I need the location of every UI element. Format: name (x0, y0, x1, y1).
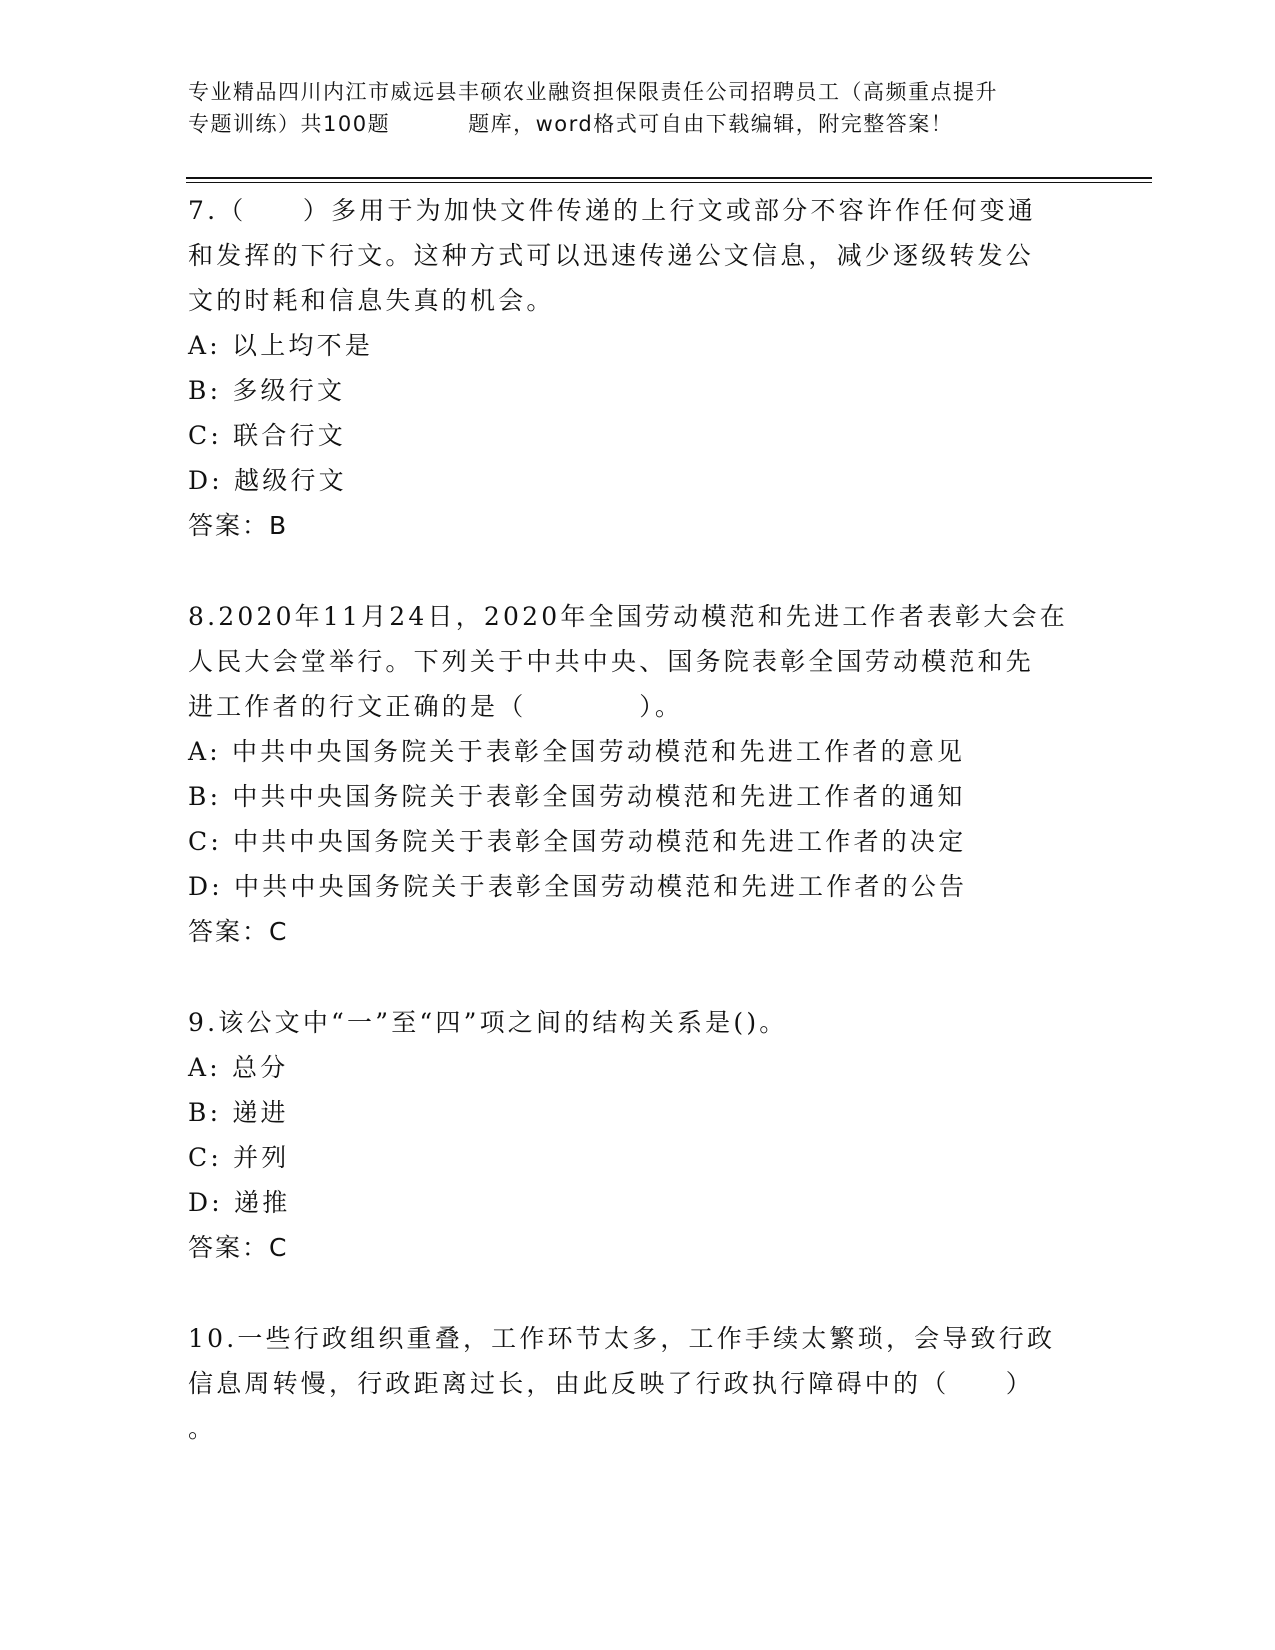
header-title-line-1: 专业精品四川内江市威远县丰硕农业融资担保限责任公司招聘员工（高频重点提升 (188, 80, 998, 104)
question-text-line: 进工作者的行文正确的是（ ）。 (188, 692, 684, 721)
header-title-part-1: 专题训练）共100题 (188, 112, 391, 136)
header-divider-thin (186, 182, 1152, 183)
question-text-line: 7.（ ）多用于为加快文件传递的上行文或部分不容许作任何变通 (188, 196, 1037, 225)
answer-label: 答案：C (188, 1233, 289, 1262)
header-title-line-2 (188, 108, 1088, 140)
option-b: B: 多级行文 (188, 376, 346, 405)
question-text-line: 人民大会堂举行。下列关于中共中央、国务院表彰全国劳动模范和先 (188, 647, 1035, 676)
question-text-line: 10.一些行政组织重叠，工作环节太多，工作手续太繁琐，会导致行政 (188, 1324, 1056, 1353)
option-b: B: 中共中央国务院关于表彰全国劳动模范和先进工作者的通知 (188, 782, 966, 811)
option-a: A: 中共中央国务院关于表彰全国劳动模范和先进工作者的意见 (188, 737, 966, 766)
question-text-line: 。 (188, 1414, 217, 1443)
option-a: A: 总分 (188, 1053, 289, 1082)
question-list (188, 188, 1088, 1497)
answer-label: 答案：B (188, 511, 289, 540)
header-divider-thick (186, 177, 1152, 179)
question-text-line: 文的时耗和信息失真的机会。 (188, 286, 555, 315)
question-9 (188, 1000, 1088, 1270)
document-header (188, 76, 1088, 140)
option-c: C: 联合行文 (188, 421, 346, 450)
option-c: C: 并列 (188, 1143, 290, 1172)
option-d: D: 越级行文 (188, 466, 347, 495)
question-8 (188, 594, 1088, 954)
option-d: D: 递推 (188, 1188, 291, 1217)
option-d: D: 中共中央国务院关于表彰全国劳动模范和先进工作者的公告 (188, 872, 968, 901)
question-10 (188, 1316, 1088, 1451)
question-text-line: 9.该公文中“一”至“四”项之间的结构关系是()。 (188, 1008, 788, 1037)
option-c: C: 中共中央国务院关于表彰全国劳动模范和先进工作者的决定 (188, 827, 967, 856)
answer-label: 答案：C (188, 917, 289, 946)
question-text-line: 8.2020年11月24日，2020年全国劳动模范和先进工作者表彰大会在 (188, 602, 1068, 631)
option-b: B: 递进 (188, 1098, 289, 1127)
question-7 (188, 188, 1088, 548)
option-a: A: 以上均不是 (188, 331, 374, 360)
question-text-line: 和发挥的下行文。这种方式可以迅速传递公文信息，减少逐级转发公 (188, 241, 1035, 270)
header-title-part-2: 题库，word格式可自由下载编辑，附完整答案！ (468, 112, 954, 136)
question-text-line: 信息周转慢，行政距离过长，由此反映了行政执行障碍中的（ ） (188, 1369, 1035, 1398)
